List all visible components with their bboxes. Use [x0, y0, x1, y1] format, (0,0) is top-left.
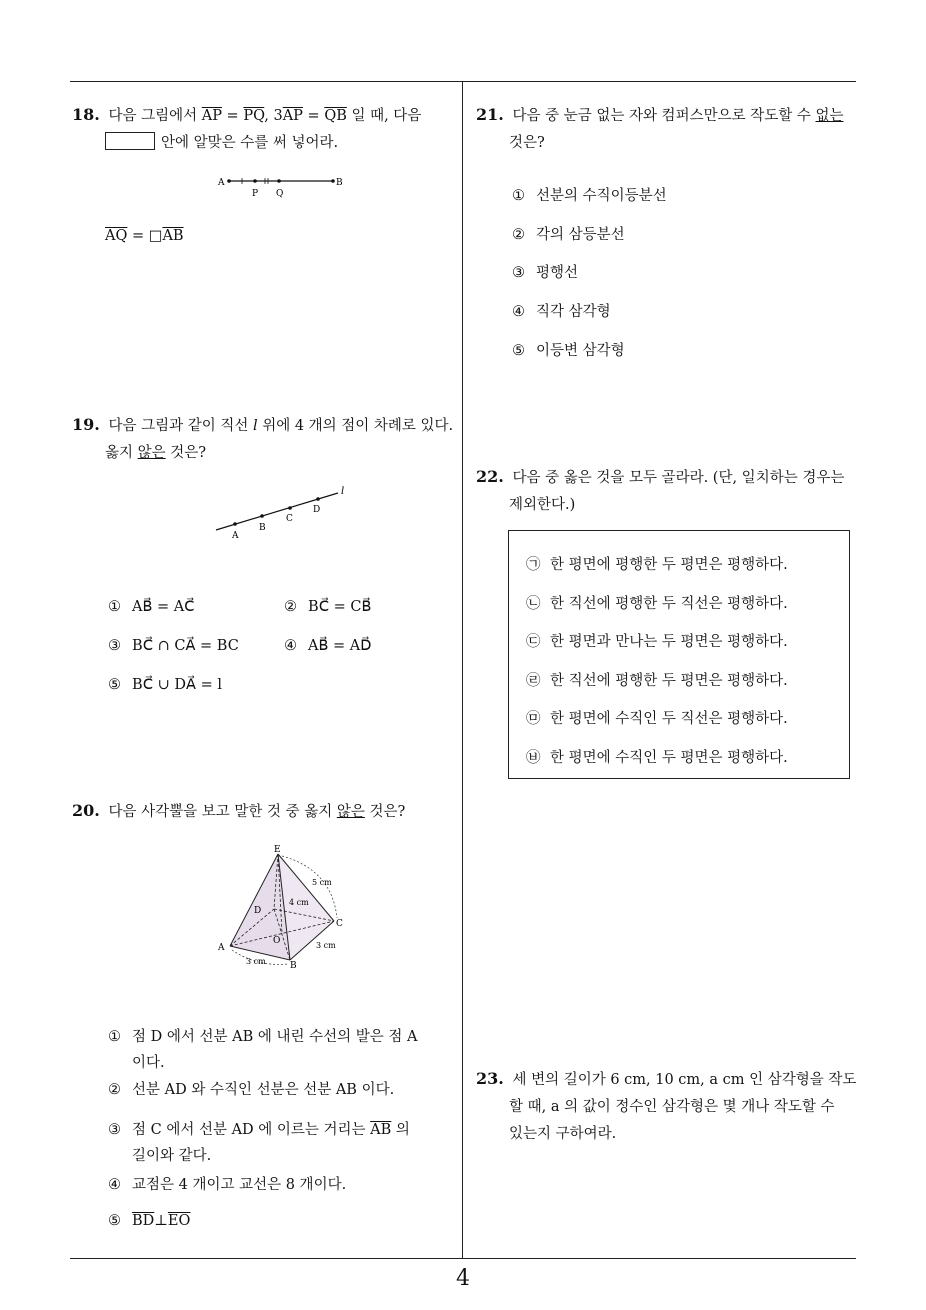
statement-2[interactable] [526, 591, 788, 617]
question-number: 22. [476, 467, 504, 486]
question-number: 20. [72, 801, 100, 820]
option-marker: ② [108, 1082, 121, 1098]
segment-label: $\overline{BD}$ [132, 1213, 155, 1229]
segment-figure [215, 172, 350, 202]
option-text: BC⃗ ∪ DA⃗ = l [132, 677, 222, 693]
line-label-l: l [341, 486, 345, 497]
point-label-a: A [218, 178, 225, 188]
question-text: 것은? [509, 135, 545, 151]
question-text: 옳지 [105, 445, 138, 461]
statement-1[interactable] [526, 552, 788, 578]
question-text: 다음 사각뿔을 보고 말한 것 중 옳지 [108, 804, 337, 820]
option-text: BC⃗ = CB⃗ [308, 599, 372, 615]
option-text: AB⃗ = AD⃗ [308, 638, 372, 654]
option-marker: ③ [108, 638, 121, 654]
statement-6[interactable] [526, 745, 788, 771]
option-marker: ① [108, 599, 121, 615]
option-4[interactable] [284, 633, 371, 659]
question-22 [476, 463, 862, 519]
statement-4[interactable] [526, 668, 788, 694]
segment-label: $\overline{PQ}$ [243, 108, 265, 124]
option-2[interactable] [108, 1077, 394, 1103]
question-text: 다음 중 눈금 없는 자와 컴퍼스만으로 작도할 수 [512, 108, 816, 124]
option-2[interactable] [512, 222, 625, 248]
option-marker: ④ [284, 638, 297, 654]
measure-3cm-ab: 3 cm [246, 957, 266, 966]
option-marker: ④ [108, 1177, 121, 1193]
statement-marker: ㉥ [526, 750, 541, 766]
question-number: 21. [476, 105, 504, 124]
question-number: 19. [72, 415, 100, 434]
question-text: , 3 [264, 108, 283, 124]
underlined-word: 않은 [137, 445, 166, 461]
option-3[interactable] [108, 633, 239, 659]
option-text: 이다. [132, 1055, 165, 1071]
statement-text: 한 직선에 평행한 두 직선은 평행하다. [550, 596, 788, 612]
option-marker: ⑤ [512, 343, 525, 359]
statement-marker: ㉢ [526, 634, 541, 650]
question-18 [72, 101, 458, 157]
option-5[interactable] [108, 1208, 190, 1234]
segment-label: $\overline{AQ}$ [105, 228, 128, 244]
question-text: 있는지 구하여라. [509, 1126, 617, 1142]
question-text: 것은? [364, 804, 406, 820]
option-3[interactable] [108, 1117, 448, 1169]
option-3[interactable] [512, 260, 578, 286]
option-2[interactable] [284, 594, 371, 620]
option-marker: ⑤ [108, 677, 121, 693]
statement-text: 한 평면에 평행한 두 평면은 평행하다. [550, 557, 788, 573]
question-number: 23. [476, 1069, 504, 1088]
question-20 [72, 797, 458, 826]
bottom-rule [70, 1258, 856, 1259]
option-text: 점 D 에서 선분 AB 에 내린 수선의 발은 점 A [132, 1029, 418, 1045]
point-label-a: A [232, 531, 239, 541]
segment-label: $\overline{AB}$ [162, 228, 184, 244]
option-1[interactable] [108, 594, 194, 620]
option-text: 선분의 수직이등분선 [536, 188, 667, 204]
segment-label: $\overline{EO}$ [167, 1213, 191, 1229]
option-5[interactable] [512, 338, 625, 364]
option-marker: ③ [108, 1122, 121, 1138]
question-23 [476, 1065, 862, 1148]
segment-label: $\overline{AP}$ [282, 108, 303, 124]
option-marker: ⑤ [108, 1213, 121, 1229]
option-marker: ③ [512, 265, 525, 281]
segment-label: $\overline{QB}$ [324, 108, 347, 124]
statement-marker: ㉠ [526, 557, 541, 573]
question-text: 할 때, a 의 값이 정수인 삼각형은 몇 개나 작도할 수 [509, 1099, 835, 1115]
measure-5cm: 5 cm [312, 878, 332, 887]
vertex-label-a: A [218, 943, 225, 953]
option-1[interactable] [512, 183, 667, 209]
measure-4cm: 4 cm [289, 898, 309, 907]
option-text: 직각 삼각형 [536, 304, 611, 320]
vertex-label-e: E [274, 845, 281, 855]
vertex-label-o: O [273, 936, 281, 946]
measure-3cm-bc: 3 cm [316, 941, 336, 950]
point-label-d: D [313, 505, 321, 515]
line-variable: l [252, 418, 258, 434]
option-marker: ① [512, 188, 525, 204]
option-marker: ② [512, 227, 525, 243]
option-4[interactable] [108, 1172, 346, 1198]
column-divider [462, 82, 463, 1258]
statement-marker: ㉡ [526, 596, 541, 612]
point-label-b: B [336, 178, 343, 188]
option-4[interactable] [512, 299, 611, 325]
pyramid-figure [212, 842, 352, 972]
question-21 [476, 101, 862, 157]
underlined-word: 않은 [336, 804, 365, 820]
line-points-figure [210, 480, 360, 545]
option-text: 이등변 삼각형 [536, 343, 625, 359]
question-text: 다음 중 옳은 것을 모두 골라라. (단, 일치하는 경우는 [512, 470, 845, 486]
option-text: BC⃗ ∩ CA⃗ = BC [132, 638, 239, 654]
point-label-q: Q [276, 189, 284, 199]
segment-label: $\overline{AB}$ [370, 1122, 392, 1138]
statement-text: 한 직선에 평행한 두 평면은 평행하다. [550, 673, 788, 689]
question-19 [72, 411, 458, 467]
point-label-c: C [286, 514, 293, 524]
answer-box[interactable] [105, 132, 155, 150]
statement-marker: ㉣ [526, 673, 541, 689]
option-text: 길이와 같다. [132, 1148, 212, 1164]
segment-label: $\overline{AP}$ [201, 108, 222, 124]
answer-blank: = □ [127, 228, 163, 244]
vertex-label-d: D [254, 906, 262, 916]
statement-3[interactable] [526, 629, 788, 655]
option-text: AB⃗ = AC⃗ [132, 599, 195, 615]
option-1[interactable] [108, 1024, 448, 1076]
statement-marker: ㉤ [526, 711, 541, 727]
question-text: 다음 그림에서 [108, 108, 202, 124]
top-rule [70, 81, 856, 82]
question-text: 일 때, 다음 [346, 108, 422, 124]
question-text: 다음 그림과 같이 직선 [108, 418, 253, 434]
statement-5[interactable] [526, 706, 788, 732]
vertex-label-c: C [336, 919, 343, 929]
statement-text: 한 평면과 만나는 두 평면은 평행하다. [550, 634, 788, 650]
option-text: 평행선 [536, 265, 579, 281]
point-label-b: B [259, 523, 266, 533]
question-text: 안에 알맞은 수를 써 넣어라. [161, 135, 339, 151]
equals-sign: = [302, 108, 325, 124]
question-text: 것은? [165, 445, 207, 461]
option-marker: ④ [512, 304, 525, 320]
option-marker: ② [284, 599, 297, 615]
perpendicular-symbol: ⊥ [154, 1213, 168, 1229]
vertex-label-b: B [290, 961, 297, 971]
option-text: 교점은 4 개이고 교선은 8 개이다. [132, 1177, 347, 1193]
page-number: 4 [456, 1266, 470, 1291]
question-text: 제외한다.) [509, 497, 576, 513]
statement-text: 한 평면에 수직인 두 직선은 평행하다. [550, 711, 788, 727]
underlined-word: 없는 [815, 108, 844, 124]
question-text: 위에 4 개의 점이 차례로 있다. [257, 418, 454, 434]
option-5[interactable] [108, 672, 222, 698]
statement-text: 한 평면에 수직인 두 평면은 평행하다. [550, 750, 788, 766]
option-text: 의 [391, 1122, 410, 1138]
question-number: 18. [72, 105, 100, 124]
equals-sign: = [221, 108, 244, 124]
option-text: 점 C 에서 선분 AD 에 이르는 거리는 [132, 1122, 371, 1138]
option-text: 각의 삼등분선 [536, 227, 625, 243]
question-text: 세 변의 길이가 6 cm, 10 cm, a cm 인 삼각형을 작도 [512, 1072, 857, 1088]
answer-expression [105, 223, 184, 250]
point-label-p: P [252, 189, 259, 199]
option-marker: ① [108, 1029, 121, 1045]
option-text: 선분 AD 와 수직인 선분은 선분 AB 이다. [132, 1082, 395, 1098]
